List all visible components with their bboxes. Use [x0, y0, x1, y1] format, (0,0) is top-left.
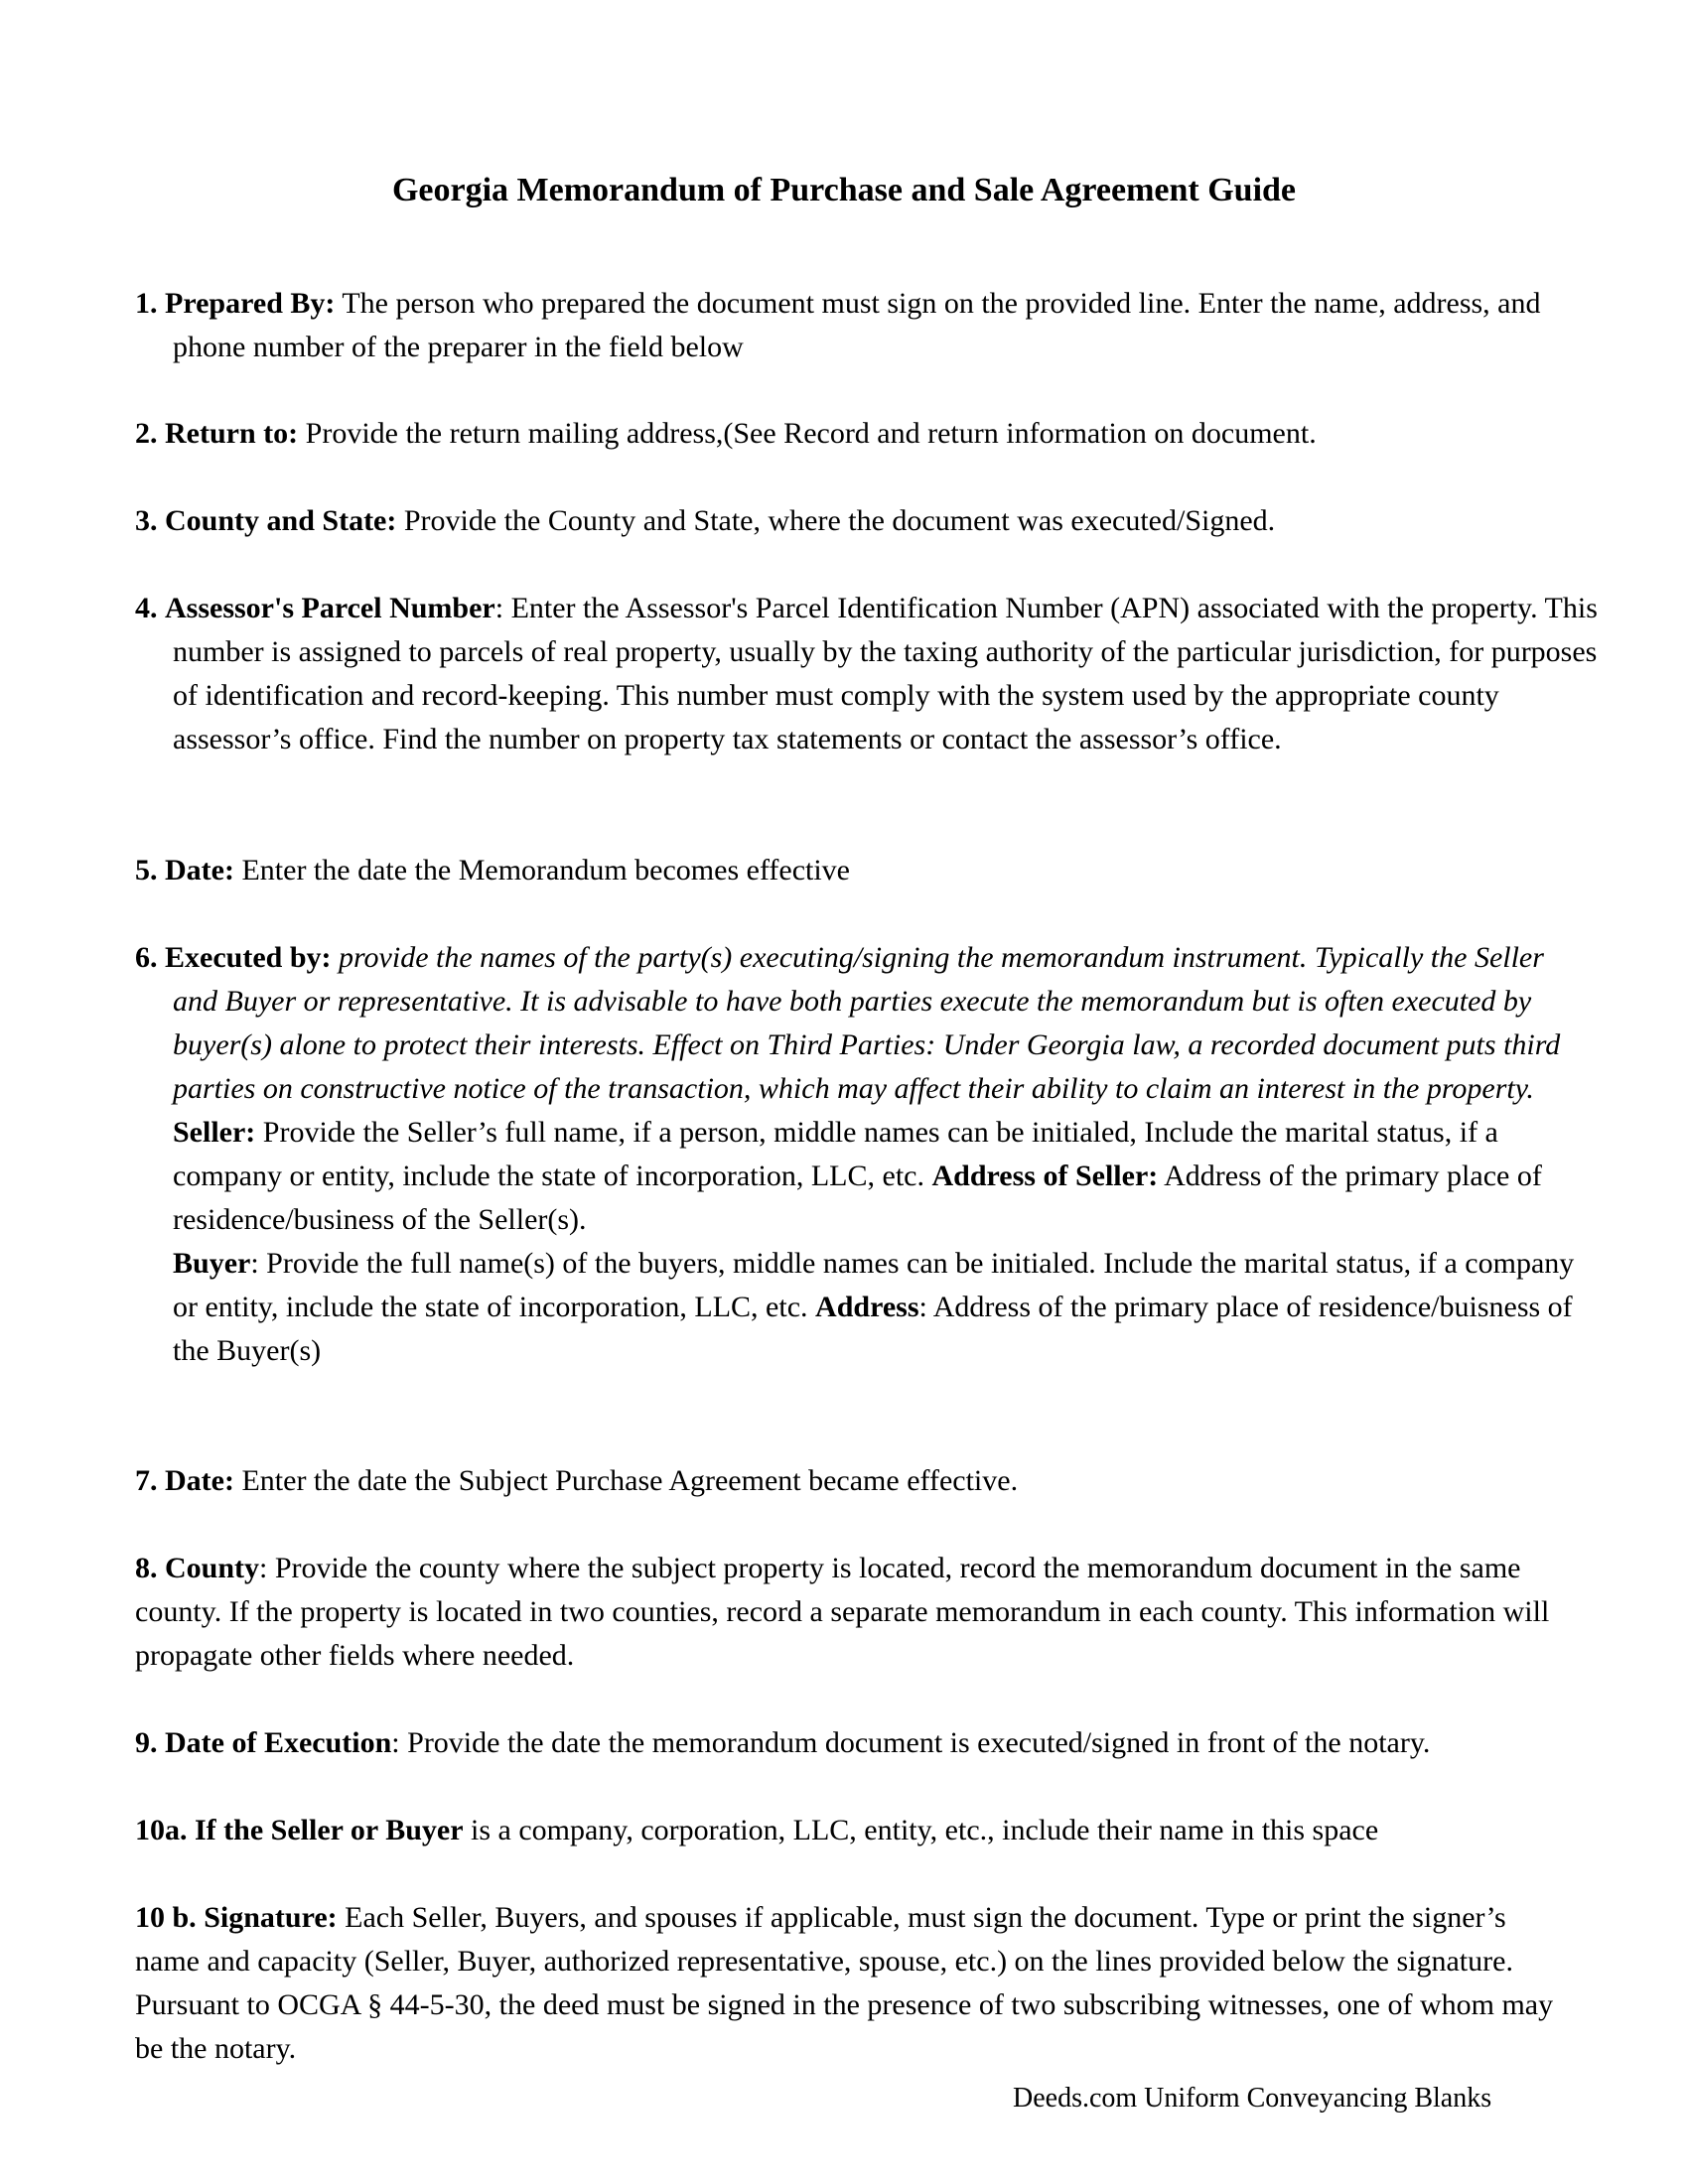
- item-label: County: [165, 1552, 260, 1584]
- guide-item-4: [135, 587, 1613, 761]
- seller-address-text: Address of the primary place of residence/business of the Seller(s).: [173, 1160, 1542, 1236]
- item-label: County and State:: [165, 504, 397, 537]
- guide-item-1: [135, 282, 1613, 369]
- seller-address-label: Address of Seller:: [931, 1160, 1159, 1192]
- item-number: 10 b.: [135, 1901, 197, 1934]
- footer-text: Deeds.com Uniform Conveyancing Blanks: [1013, 2083, 1492, 2114]
- guide-item-8: [135, 1547, 1575, 1678]
- item-text: Provide the return mailing address,(See Record and return information on document.: [298, 417, 1317, 450]
- guide-item-7: [135, 1459, 1575, 1503]
- item-label: Prepared By:: [165, 287, 336, 320]
- item-label: Date of Execution: [165, 1726, 392, 1759]
- item-label: Executed by:: [165, 941, 332, 974]
- item-number: 3.: [135, 504, 158, 537]
- item-number: 10a.: [135, 1814, 188, 1846]
- buyer-paragraph: [135, 1242, 1575, 1373]
- guide-item-10b: [135, 1896, 1575, 2071]
- item-label: Date:: [165, 1464, 234, 1497]
- item-number: 7.: [135, 1464, 158, 1497]
- item-number: 2.: [135, 417, 158, 450]
- guide-item-9: [135, 1721, 1575, 1765]
- item-text: is a company, corporation, LLC, entity, etc., include their name in this space: [463, 1814, 1379, 1846]
- item-number: 6.: [135, 941, 158, 974]
- item-label: Date:: [165, 854, 234, 887]
- item-number: 5.: [135, 854, 158, 887]
- item-text: Enter the date the Memorandum becomes effective: [233, 854, 850, 887]
- item-number: 8.: [135, 1552, 158, 1584]
- item-text: provide the names of the party(s) executing/signing the memorandum instrument. Typically the Seller and Buyer or representative. It is advisable to have both parties execute the memorandum but is often executed by buyer(s) alone to protect their interests. Effect on Third Parties: Under Georgia law, a recorded document puts third parties on constructive notice of the transaction, which may affect their ability to claim an interest in the property.: [173, 941, 1561, 1105]
- item-number: 4.: [135, 592, 158, 624]
- item-number: 9.: [135, 1726, 158, 1759]
- item-label: Return to:: [165, 417, 299, 450]
- item-text: Each Seller, Buyers, and spouses if applicable, must sign the document. Type or print the signer’s name and capacity (Seller, Buyer, authorized representative, spouse, etc.) on the lines provided below the signature. Pursuant to OCGA § 44-5-30, the deed must be signed in the presence of two subscribing witnesses, one of whom may be the notary.: [135, 1901, 1554, 2065]
- item-text: : Provide the date the memorandum document is executed/signed in front of the notary.: [391, 1726, 1431, 1759]
- guide-item-6: [135, 936, 1575, 1373]
- item-label: Assessor's Parcel Number: [165, 592, 495, 624]
- seller-paragraph: [135, 1111, 1575, 1242]
- buyer-address-label: Address: [815, 1291, 919, 1323]
- item-number: 1.: [135, 287, 158, 320]
- buyer-label: Buyer: [173, 1247, 251, 1280]
- item-text: Enter the date the Subject Purchase Agreement became effective.: [233, 1464, 1019, 1497]
- guide-item-10a: [135, 1809, 1575, 1852]
- seller-text: Provide the Seller’s full name, if a person, middle names can be initialed, Include the marital status, if a company or entity, include the state of incorporation, LLC, etc.: [173, 1116, 1498, 1192]
- page-title: Georgia Memorandum of Purchase and Sale Agreement Guide: [391, 172, 1297, 208]
- buyer-address-text: : Address of the primary place of residence/buisness of the Buyer(s): [173, 1291, 1573, 1367]
- item-text: : Enter the Assessor's Parcel Identification Number (APN) associated with the property. This number is assigned to parcels of real property, usually by the taxing authority of the particular jurisdiction, for purposes of identification and record-keeping. This number must comply with the system used by the appropriate county assessor’s office. Find the number on property tax statements or contact the assessor’s office.: [173, 592, 1598, 755]
- item-text: : Provide the county where the subject property is located, record the memorandum document in the same county. If the property is located in two counties, record a separate memorandum in each county. This information will propagate other fields where needed.: [135, 1552, 1550, 1672]
- guide-item-3: [135, 499, 1575, 543]
- executed-by-paragraph: [135, 936, 1575, 1111]
- item-text: The person who prepared the document must sign on the provided line. Enter the name, address, and phone number of the preparer in the field below: [173, 287, 1541, 363]
- item-label: If the Seller or Buyer: [195, 1814, 464, 1846]
- buyer-text: : Provide the full name(s) of the buyers, middle names can be initialed. Include the marital status, if a company or entity, include the state of incorporation, LLC, etc.: [173, 1247, 1575, 1323]
- item-text: Provide the County and State, where the document was executed/Signed.: [396, 504, 1276, 537]
- guide-item-2: [135, 412, 1575, 456]
- item-label: Signature:: [204, 1901, 338, 1934]
- guide-item-5: [135, 849, 1575, 892]
- seller-label: Seller:: [173, 1116, 256, 1149]
